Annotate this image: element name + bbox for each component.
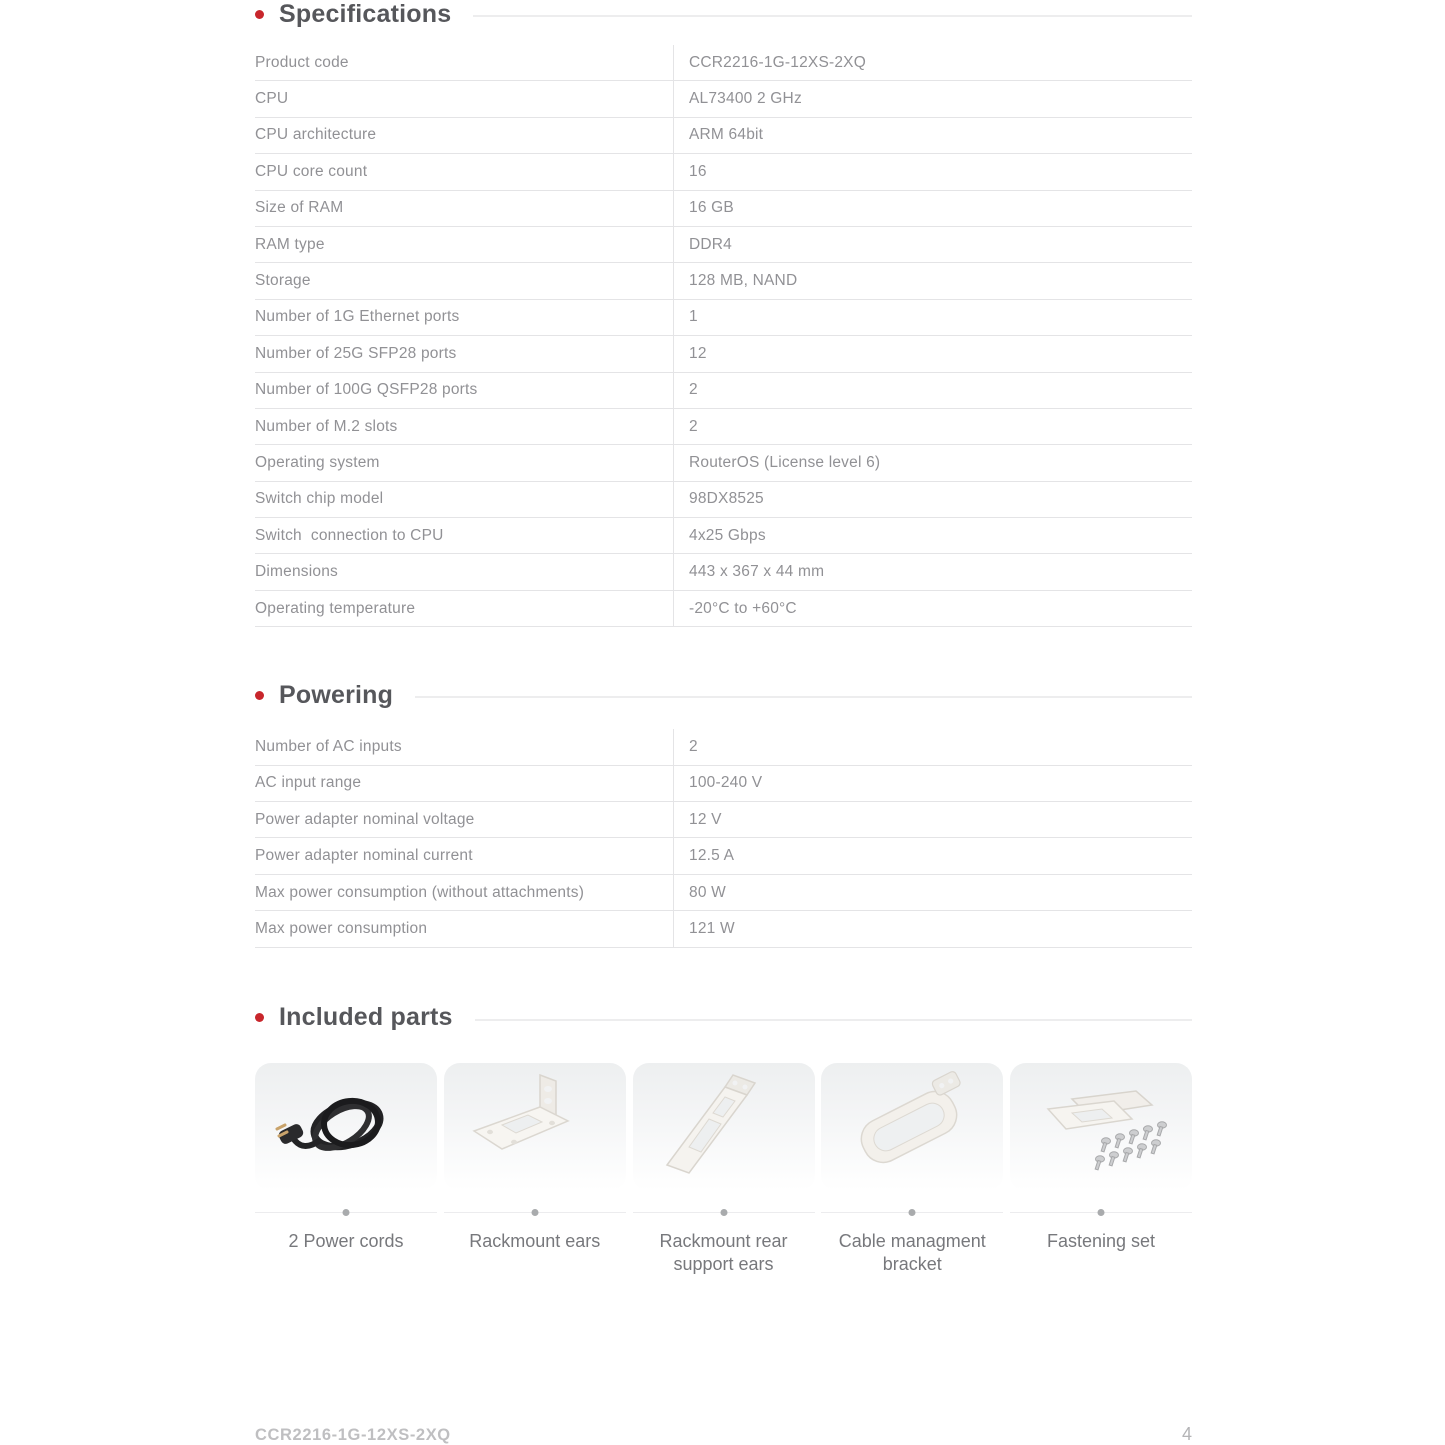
table-row [255,336,1192,372]
spec-label: Switch connection to CPU [255,526,444,544]
part-divider [444,1209,626,1216]
powering-table [255,729,1192,947]
included-parts-section [255,1004,1192,1276]
spec-value: 16 GB [673,191,1192,226]
part-item-rackmount-ears [444,1063,626,1276]
powering-header [255,681,1192,709]
spec-label: Power adapter nominal voltage [255,810,475,828]
table-row [255,118,1192,154]
part-caption: Fastening set [1046,1230,1156,1251]
dot-icon [720,1209,727,1216]
part-card [255,1063,437,1191]
red-bullet-icon [255,10,264,19]
table-row [255,227,1192,263]
spec-label: Switch chip model [255,490,384,508]
part-caption: Rackmount ears [469,1230,601,1251]
included-parts-header [255,1004,1192,1032]
table-row [255,482,1192,518]
spec-label: Number of 25G SFP28 ports [255,344,457,362]
specifications-section [255,0,1192,627]
footer-page-number: 4 [1181,1424,1192,1444]
dot-icon [531,1209,538,1216]
table-row [255,81,1192,117]
spec-value: 80 W [673,875,1192,910]
cable-bracket-image [821,1063,1003,1191]
rear-support-ear-image [633,1063,815,1191]
spec-value: 100-240 V [673,766,1192,801]
part-item-power-cords [255,1063,437,1276]
table-row [255,263,1192,299]
table-row [255,729,1192,765]
section-title: Powering [279,680,394,709]
table-row [255,445,1192,481]
spec-value: -20°C to +60°C [673,591,1192,626]
spec-value: 98DX8525 [673,482,1192,517]
spec-value: 443 x 367 x 44 mm [673,554,1192,589]
table-row [255,154,1192,190]
spec-label: CPU [255,90,289,108]
spec-value: 2 [673,373,1192,408]
part-card [633,1063,815,1191]
part-item-rear-support-ears [633,1063,815,1276]
red-bullet-icon [255,691,264,700]
part-card [1010,1063,1192,1191]
part-divider [821,1209,1003,1216]
part-item-fastening-set [1010,1063,1192,1276]
section-title: Included parts [279,1003,453,1032]
spec-label: Number of AC inputs [255,737,402,755]
spec-label: Max power consumption [255,919,428,937]
table-row [255,45,1192,81]
spec-label: AC input range [255,774,362,792]
spec-label: Number of 100G QSFP28 ports [255,381,478,399]
spec-value: 128 MB, NAND [673,263,1192,298]
spec-label: RAM type [255,235,325,253]
dot-icon [343,1209,350,1216]
spec-label: CPU architecture [255,126,377,144]
table-row [255,911,1192,947]
specifications-header [255,0,1192,28]
spec-value: RouterOS (License level 6) [673,445,1192,480]
spec-value: 12.5 A [673,838,1192,873]
spec-value: 2 [673,729,1192,764]
table-row [255,409,1192,445]
spec-value: CCR2216-1G-12XS-2XQ [673,45,1192,80]
spec-value: 4x25 Gbps [673,518,1192,553]
spec-value: 12 [673,336,1192,371]
table-row [255,373,1192,409]
table-row [255,802,1192,838]
powering-section [255,681,1192,947]
table-row [255,591,1192,627]
part-card [821,1063,1003,1191]
red-bullet-icon [255,1013,264,1022]
fastening-set-image [1010,1063,1192,1191]
part-caption: Cable managment bracket [838,1230,986,1274]
header-rule [473,15,1192,17]
spec-label: Storage [255,272,311,290]
spec-label: Number of M.2 slots [255,417,398,435]
spec-value: 2 [673,409,1192,444]
spec-label: Operating system [255,453,380,471]
page-footer [255,1424,1192,1445]
spec-label: Product code [255,53,349,71]
spec-label: Max power consumption (without attachments) [255,883,585,901]
table-row [255,191,1192,227]
spec-value: 121 W [673,911,1192,946]
spec-label: Number of 1G Ethernet ports [255,308,460,326]
spec-value: DDR4 [673,227,1192,262]
table-row [255,300,1192,336]
part-item-cable-bracket [821,1063,1003,1276]
power-cord-image [255,1063,437,1191]
dot-icon [1098,1209,1105,1216]
spec-label: Dimensions [255,563,338,581]
header-rule [415,696,1192,698]
header-rule [475,1019,1192,1021]
table-row [255,838,1192,874]
spec-label: Size of RAM [255,199,344,217]
dot-icon [909,1209,916,1216]
part-divider [255,1209,437,1216]
spec-label: Operating temperature [255,599,416,617]
spec-value: 16 [673,154,1192,189]
section-title: Specifications [279,0,452,28]
table-row [255,875,1192,911]
part-card [444,1063,626,1191]
table-row [255,766,1192,802]
footer-product-code: CCR2216-1G-12XS-2XQ [255,1426,451,1444]
specifications-table [255,45,1192,627]
part-caption: Rackmount rear support ears [659,1230,788,1274]
part-divider [1010,1209,1192,1216]
table-row [255,554,1192,590]
spec-value: 1 [673,300,1192,335]
part-caption: 2 Power cords [288,1230,404,1251]
page-content [255,0,1192,1276]
spec-value: AL73400 2 GHz [673,81,1192,116]
spec-label: CPU core count [255,162,368,180]
included-parts-row [255,1063,1192,1276]
spec-value: 12 V [673,802,1192,837]
spec-value: ARM 64bit [673,118,1192,153]
rackmount-ear-image [444,1063,626,1191]
part-divider [633,1209,815,1216]
spec-label: Power adapter nominal current [255,847,473,865]
table-row [255,518,1192,554]
